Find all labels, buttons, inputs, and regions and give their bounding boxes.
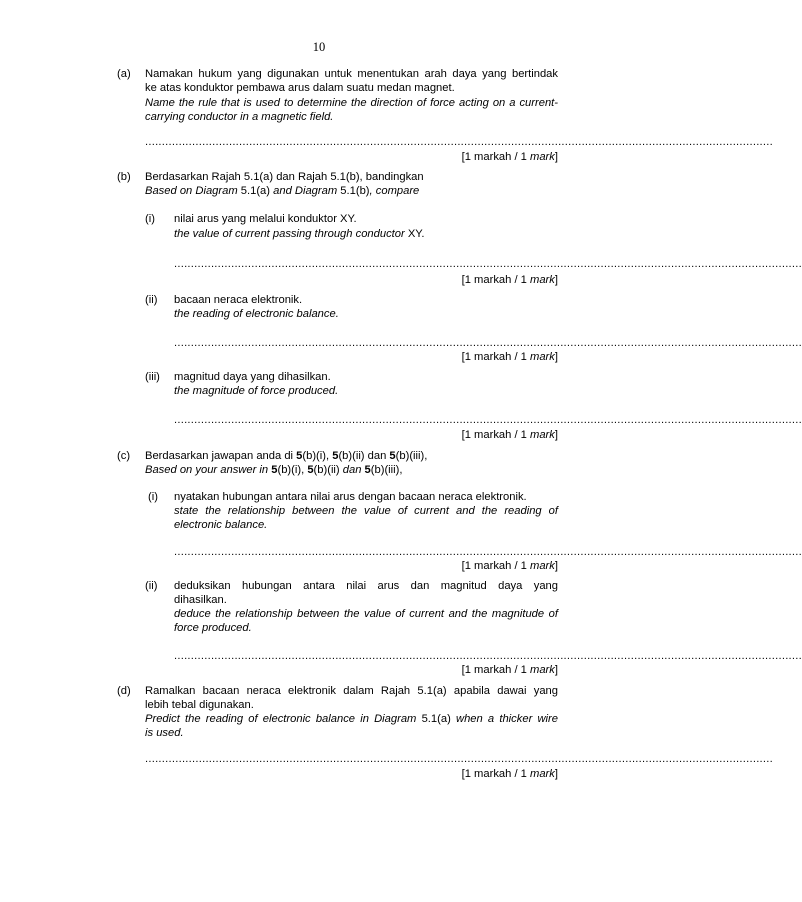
c-en-part: (b)(iii), (370, 464, 403, 476)
question-c-malay (145, 449, 427, 463)
question-b-iii-malay: magnitud daya yang dihasilkan. (174, 371, 331, 383)
c-en-bold: 5 (307, 464, 314, 476)
answer-line-c-ii[interactable]: ........................................................................................................................................................................................... (174, 650, 802, 662)
question-b-ii-english: the reading of electronic balance. (174, 308, 339, 320)
question-d-english-line1 (145, 712, 558, 726)
answer-line-b-ii[interactable]: ........................................................................................................................................................................................... (174, 337, 802, 349)
question-b-iii-english: the magnitude of force produced. (174, 385, 339, 397)
marks-text: [1 markah / 1 (461, 274, 531, 286)
answer-line-c-i[interactable]: ........................................................................................................................................................................................... (174, 546, 802, 558)
marks-c-i (462, 559, 558, 573)
page-number: 10 (312, 40, 326, 54)
marks-close: ] (554, 429, 558, 441)
marks-close: ] (554, 768, 558, 780)
marks-a (462, 150, 558, 164)
b-en-part: 5.1(b) (340, 185, 370, 197)
answer-line-b-i[interactable]: ........................................................................................................................................................................................... (174, 258, 802, 270)
question-c-i-label: (i) (148, 491, 158, 503)
question-c-english (145, 463, 402, 477)
question-b-i-label: (i) (145, 213, 155, 225)
answer-line-b-iii[interactable]: ........................................................................................................................................................................................... (174, 414, 802, 426)
question-b-ii-malay: bacaan neraca elektronik. (174, 294, 303, 306)
c-ms-part: (b)(iii), (395, 450, 428, 462)
question-b-i-english (174, 227, 424, 241)
marks-text: [1 markah / 1 (461, 560, 531, 572)
question-a-malay-line1: Namakan hukum yang digunakan untuk menentukan arah daya yang bertindak (145, 68, 558, 80)
question-a-label: (a) (117, 68, 131, 80)
marks-close: ] (554, 274, 558, 286)
b-en-part: Based on Diagram (145, 185, 241, 197)
marks-b-ii (462, 350, 558, 364)
answer-line-d[interactable]: ........................................................................................................................................................................................... (145, 753, 773, 765)
question-d-malay-line1: Ramalkan bacaan neraca elektronik dalam Rajah 5.1(a) apabila dawai yang (145, 685, 558, 697)
marks-c-ii (462, 663, 558, 677)
d-en-part: 5.1(a) (421, 713, 451, 725)
b-i-en-part: the value of current passing through conductor (174, 228, 408, 240)
c-ms-bold: 5 (332, 450, 339, 462)
question-b-i-malay: nilai arus yang melalui konduktor XY. (174, 213, 357, 225)
marks-close: ] (554, 351, 558, 363)
c-en-part: dan (342, 464, 365, 476)
marks-close: ] (554, 560, 558, 572)
b-en-part: and Diagram (270, 185, 341, 197)
marks-word: mark (530, 664, 555, 676)
question-c-ii-malay-line2: dihasilkan. (174, 594, 227, 606)
question-b-iii-label: (iii) (145, 371, 160, 383)
marks-text: [1 markah / 1 (461, 151, 531, 163)
d-en-part: Predict the reading of electronic balance in Diagram (145, 713, 422, 725)
question-c-i-english-line2: electronic balance. (174, 519, 268, 531)
b-en-part: , compare (369, 185, 420, 197)
marks-word: mark (530, 560, 555, 572)
marks-text: [1 markah / 1 (461, 768, 531, 780)
marks-word: mark (530, 151, 555, 163)
b-i-en-part: XY. (407, 228, 425, 240)
answer-line-a[interactable]: ........................................................................................................................................................................................... (145, 136, 773, 148)
question-a-english-line2: carrying conductor in a magnetic field. (145, 111, 334, 123)
question-c-ii-english-line1: deduce the relationship between the value of current and the magnitude of (174, 608, 558, 620)
c-ms-bold: 5 (296, 450, 303, 462)
question-b-ii-label: (ii) (145, 294, 158, 306)
c-en-part: (b)(i), (277, 464, 308, 476)
question-d-label: (d) (117, 685, 131, 697)
marks-b-i (462, 273, 558, 287)
marks-text: [1 markah / 1 (461, 351, 531, 363)
marks-close: ] (554, 151, 558, 163)
marks-d (462, 767, 558, 781)
question-b-label: (b) (117, 171, 131, 183)
question-c-ii-label: (ii) (145, 580, 158, 592)
c-en-part: (b)(ii) (313, 464, 343, 476)
question-d-english-line2: is used. (145, 727, 184, 739)
marks-word: mark (530, 274, 555, 286)
d-en-part: when a thicker wire (450, 713, 558, 725)
c-ms-part: (b)(i), (302, 450, 333, 462)
c-ms-part: (b)(ii) dan (338, 450, 390, 462)
question-a-english-line1: Name the rule that is used to determine the direction of force acting on a current- (145, 97, 558, 109)
question-c-label: (c) (117, 450, 131, 462)
c-ms-part: Berdasarkan jawapan anda di (145, 450, 297, 462)
question-b-malay: Berdasarkan Rajah 5.1(a) dan Rajah 5.1(b), bandingkan (145, 171, 424, 183)
marks-word: mark (530, 429, 555, 441)
marks-close: ] (554, 664, 558, 676)
c-en-part: Based on your answer in (145, 464, 272, 476)
question-a-malay-line2: ke atas konduktor pembawa arus dalam suatu medan magnet. (145, 82, 455, 94)
question-d-malay-line2: lebih tebal digunakan. (145, 699, 254, 711)
b-en-part: 5.1(a) (240, 185, 271, 197)
marks-word: mark (530, 768, 555, 780)
marks-text: [1 markah / 1 (461, 664, 531, 676)
c-en-bold: 5 (364, 464, 371, 476)
c-ms-bold: 5 (389, 450, 396, 462)
question-c-ii-malay-line1: deduksikan hubungan antara nilai arus dan magnitud daya yang (174, 580, 558, 592)
marks-word: mark (530, 351, 555, 363)
question-b-english (145, 184, 419, 198)
question-c-ii-english-line2: force produced. (174, 622, 252, 634)
c-en-bold: 5 (271, 464, 278, 476)
question-c-i-malay: nyatakan hubungan antara nilai arus dengan bacaan neraca elektronik. (174, 491, 527, 503)
marks-text: [1 markah / 1 (461, 429, 531, 441)
marks-b-iii (462, 428, 558, 442)
question-c-i-english-line1: state the relationship between the value of current and the reading of (174, 505, 558, 517)
